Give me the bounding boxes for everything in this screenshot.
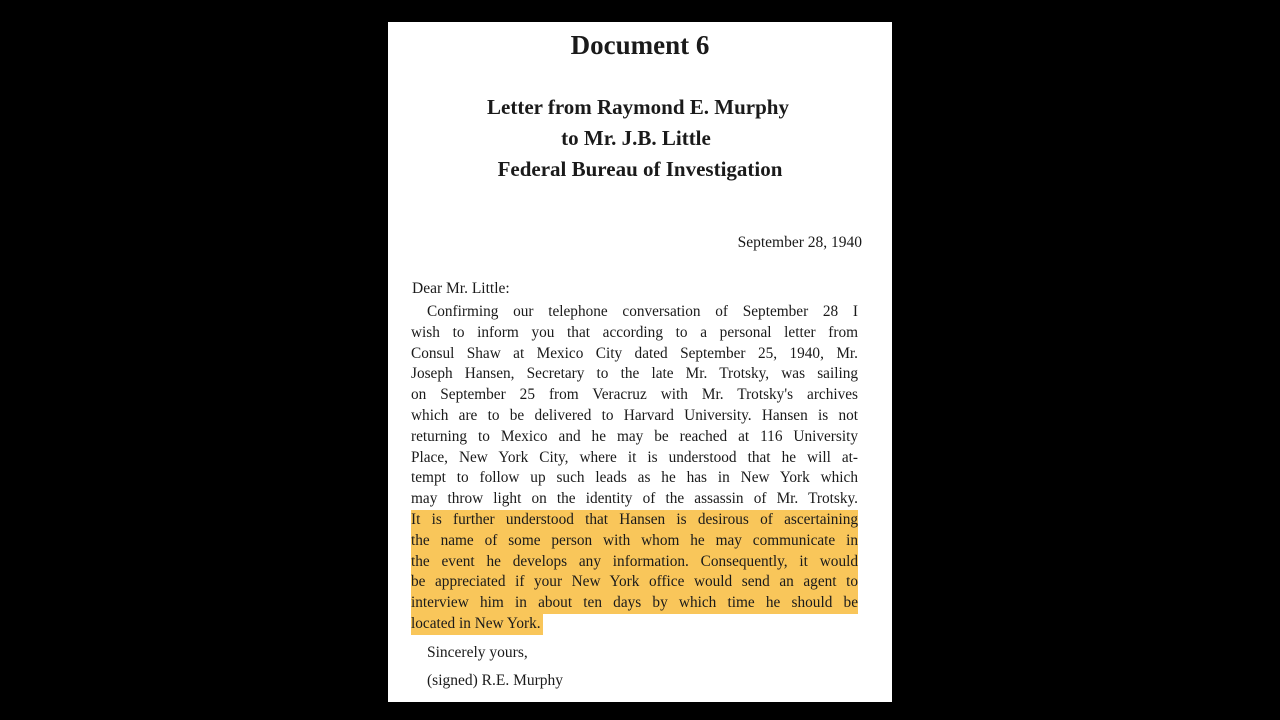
heading-line: to Mr. J.B. Little xyxy=(561,126,711,150)
letter-date: September 28, 1940 xyxy=(737,234,862,251)
body-line: Place, New York City, where it is understood that he will at- xyxy=(411,448,858,466)
body-line: Consul Shaw at Mexico City dated September 25, 1940, Mr. xyxy=(411,344,858,362)
highlighted-line: located in New York. xyxy=(411,614,543,635)
letter-body xyxy=(411,302,858,640)
heading-line: Federal Bureau of Investigation xyxy=(497,157,783,181)
heading-line: Letter from Raymond E. Murphy xyxy=(487,95,789,119)
body-line: which are to be delivered to Harvard University. Hansen is not xyxy=(411,406,858,424)
highlighted-line: the event he develops any information. Consequently, it would xyxy=(411,552,858,573)
signature: (signed) R.E. Murphy xyxy=(427,672,564,689)
body-line: may throw light on the identity of the assassin of Mr. Trotsky. xyxy=(411,490,858,508)
body-line: tempt to follow up such leads as he has in New York which xyxy=(411,469,858,487)
highlighted-line: interview him in about ten days by which time he should be xyxy=(411,593,858,614)
document-title: Document 6 xyxy=(570,30,710,60)
body-line: wish to inform you that according to a personal letter from xyxy=(411,323,858,341)
body-line: Confirming our telephone conversation of September 28 I xyxy=(427,303,858,320)
highlighted-line: It is further understood that Hansen is desirous of ascertaining xyxy=(411,510,858,531)
body-line: Joseph Hansen, Secretary to the late Mr. Trotsky, was sailing xyxy=(411,365,858,383)
salutation: Dear Mr. Little: xyxy=(412,280,510,297)
closing: Sincerely yours, xyxy=(427,644,528,661)
highlighted-line: be appreciated if your New York office would send an agent to xyxy=(411,572,858,593)
highlighted-line: the name of some person with whom he may communicate in xyxy=(411,531,858,552)
document-page xyxy=(388,22,892,702)
body-line: on September 25 from Veracruz with Mr. Trotsky's archives xyxy=(411,386,858,404)
body-line: returning to Mexico and he may be reached at 116 University xyxy=(411,427,858,445)
letter-heading xyxy=(388,92,892,185)
